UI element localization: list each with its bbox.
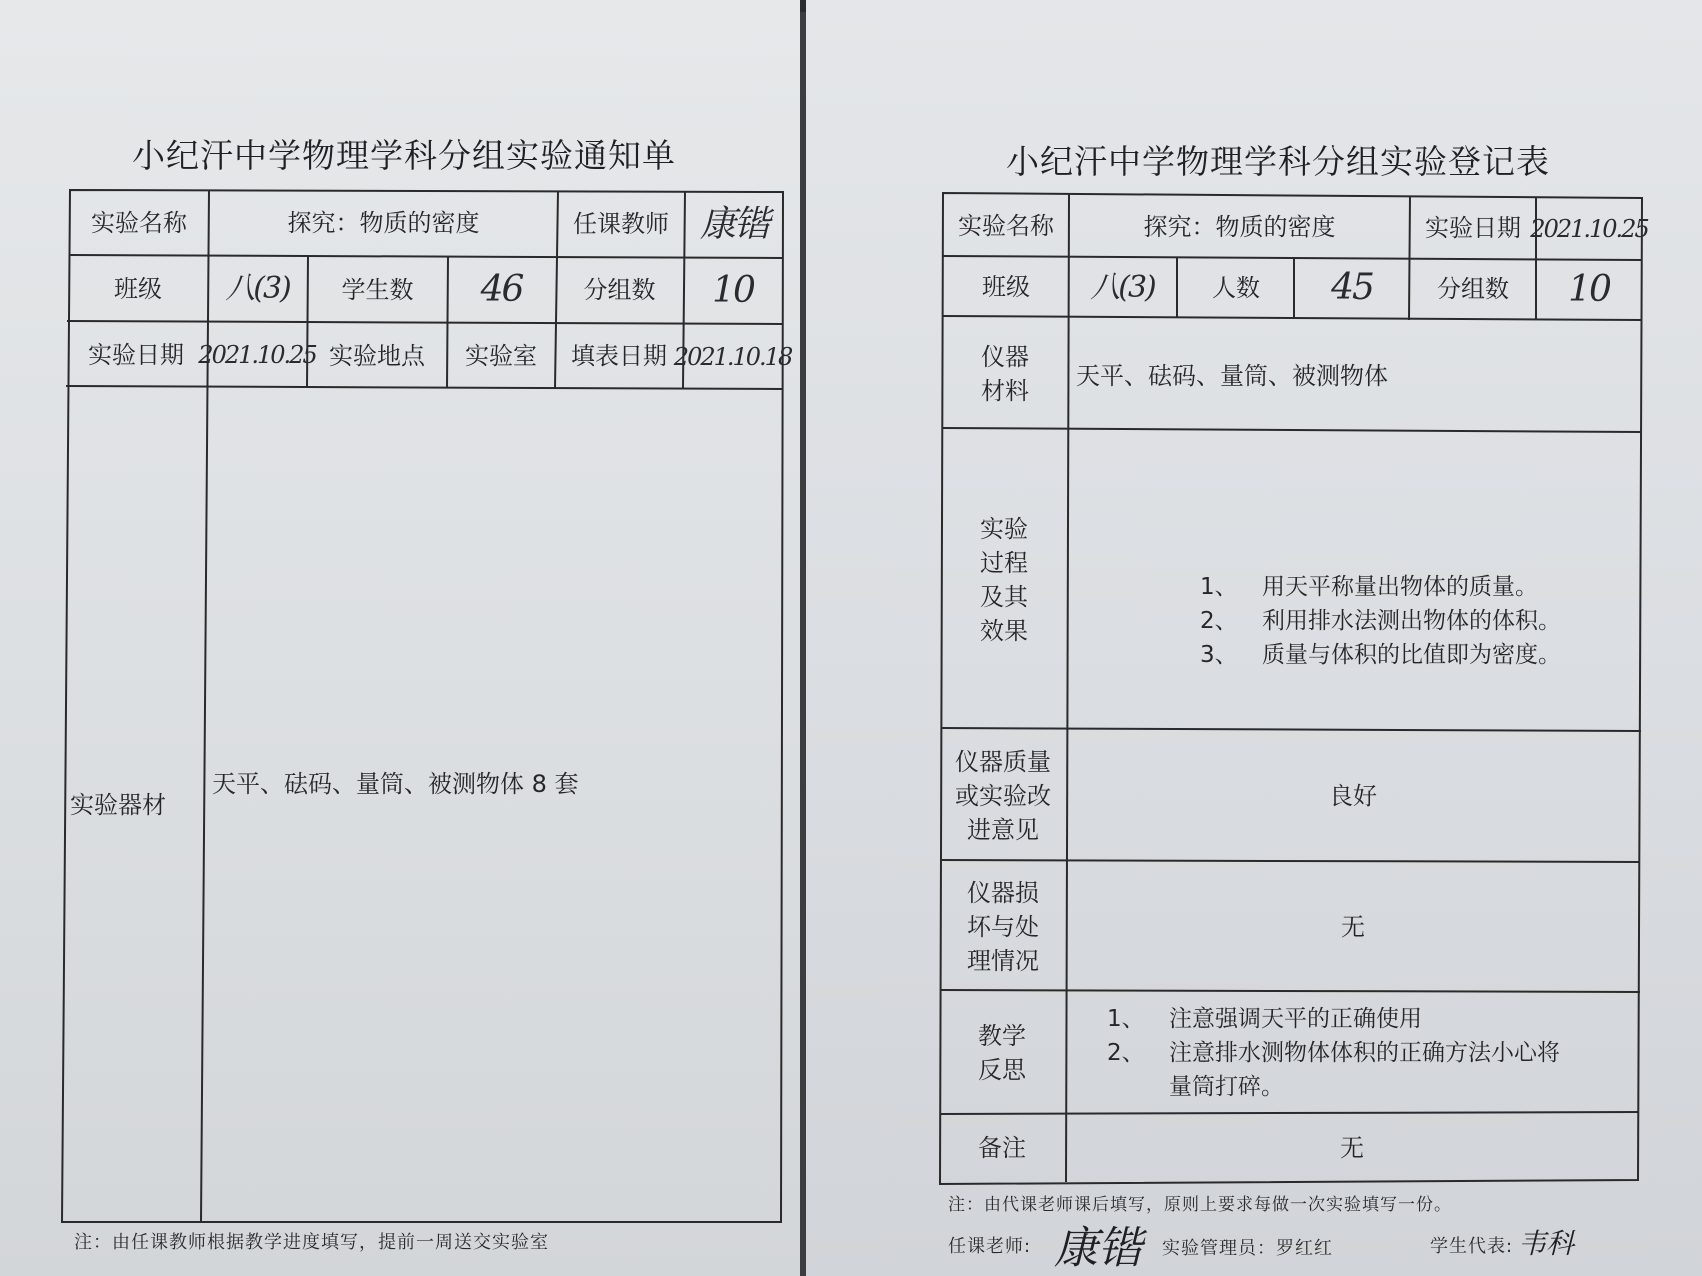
lab-admin: 实验管理员：罗红红 <box>1162 1238 1333 1259</box>
teacher-signature: 康锴 <box>1054 1223 1142 1274</box>
value-experiment-name: 探究：物质的密度 <box>1143 212 1336 241</box>
label-remarks: 备注 <box>978 1134 1026 1162</box>
reflection-list <box>1107 1002 1560 1104</box>
notice-sheet <box>0 0 800 1276</box>
label-experiment-name: 实验名称 <box>91 209 187 237</box>
label-group-count: 分组数 <box>1437 275 1509 303</box>
notice-footnote: 注：由任课教师根据教学进度填写，提前一周送交实验室 <box>74 1232 549 1253</box>
label-reflection <box>940 992 1064 1113</box>
value-class: 八(3) <box>225 271 290 306</box>
list-item: 量筒打碎。 <box>1169 1073 1284 1100</box>
label-damage <box>941 862 1065 991</box>
label-class: 班级 <box>982 273 1030 301</box>
label-quality-line1: 仪器质量 <box>955 747 1051 776</box>
list-item: 1、 用天平称量出物体的质量。 <box>1200 574 1538 600</box>
value-teacher-signature: 康锴 <box>699 204 768 245</box>
label-materials-line2: 材料 <box>981 377 1029 405</box>
label-group-count: 分组数 <box>583 276 656 304</box>
list-item: 2、 利用排水法测出物体的体积。 <box>1200 608 1561 634</box>
label-student-count: 学生数 <box>341 276 414 304</box>
value-student-count: 46 <box>480 269 523 310</box>
label-people-count: 人数 <box>1212 274 1260 302</box>
label-damage-line2: 坏与处 <box>967 912 1039 941</box>
label-reflection-line2: 反思 <box>978 1055 1026 1084</box>
value-group-count: 10 <box>712 270 754 311</box>
value-equipment: 天平、砝码、量筒、被测物体 8 套 <box>212 770 579 798</box>
value-fill-date: 2021.10.18 <box>673 343 792 371</box>
value-process <box>1068 432 1640 672</box>
label-process-line2: 过程 <box>980 549 1028 577</box>
label-process-line4: 效果 <box>980 617 1028 645</box>
label-experiment-date: 实验日期 <box>88 341 184 369</box>
label-quality <box>941 730 1065 861</box>
label-fill-date: 填表日期 <box>571 342 667 370</box>
value-reflection <box>1067 992 1639 1113</box>
register-sheet <box>806 0 1702 1276</box>
label-process <box>942 430 1066 730</box>
label-teacher: 任课教师 <box>573 210 669 238</box>
label-quality-line3: 进意见 <box>967 815 1039 844</box>
list-item: 2、 注意排水测物体体积的正确方法小心将 <box>1107 1039 1560 1066</box>
list-item: 1、 注意强调天平的正确使用 <box>1107 1005 1422 1032</box>
notice-title: 小纪汗中学物理学科分组实验通知单 <box>132 136 676 175</box>
value-materials: 天平、砝码、量筒、被测物体 <box>1076 362 1388 390</box>
label-quality-line2: 或实验改 <box>955 781 1051 810</box>
label-materials <box>943 318 1067 430</box>
label-damage-line1: 仪器损 <box>967 878 1039 907</box>
label-materials-line1: 仪器 <box>981 343 1029 371</box>
value-experiment-name: 探究：物质的密度 <box>287 209 480 237</box>
label-experiment-date: 实验日期 <box>1425 213 1521 242</box>
label-experiment-name: 实验名称 <box>958 211 1054 240</box>
list-item: 3、 质量与体积的比值即为密度。 <box>1200 642 1561 668</box>
label-location: 实验地点 <box>329 342 425 370</box>
value-quality: 良好 <box>1329 782 1377 810</box>
value-damage: 无 <box>1341 912 1365 941</box>
value-group-count: 10 <box>1568 269 1610 310</box>
value-experiment-date: 2021.10.25 <box>1530 214 1648 243</box>
register-title: 小纪汗中学物理学科分组实验登记表 <box>1006 142 1550 181</box>
register-footnote: 注：由代课老师课后填写，原则上要求每做一次实验填写一份。 <box>948 1195 1452 1215</box>
value-experiment-date: 2021.10.25 <box>198 341 316 369</box>
student-rep-label: 学生代表: <box>1430 1236 1514 1257</box>
label-damage-line3: 理情况 <box>967 946 1039 975</box>
value-people-count: 45 <box>1331 267 1373 308</box>
label-process-line3: 及其 <box>980 583 1028 611</box>
label-class: 班级 <box>114 275 162 303</box>
value-location: 实验室 <box>465 342 537 370</box>
value-class: 八(3) <box>1090 270 1155 305</box>
process-list <box>1200 570 1561 672</box>
value-remarks: 无 <box>1340 1134 1364 1162</box>
label-reflection-line1: 教学 <box>978 1021 1026 1050</box>
student-rep-signature: 韦科 <box>1518 1227 1575 1260</box>
teacher-sign-label: 任课老师: <box>948 1236 1032 1257</box>
label-equipment: 实验器材 <box>70 791 166 819</box>
label-process-line1: 实验 <box>980 515 1028 543</box>
